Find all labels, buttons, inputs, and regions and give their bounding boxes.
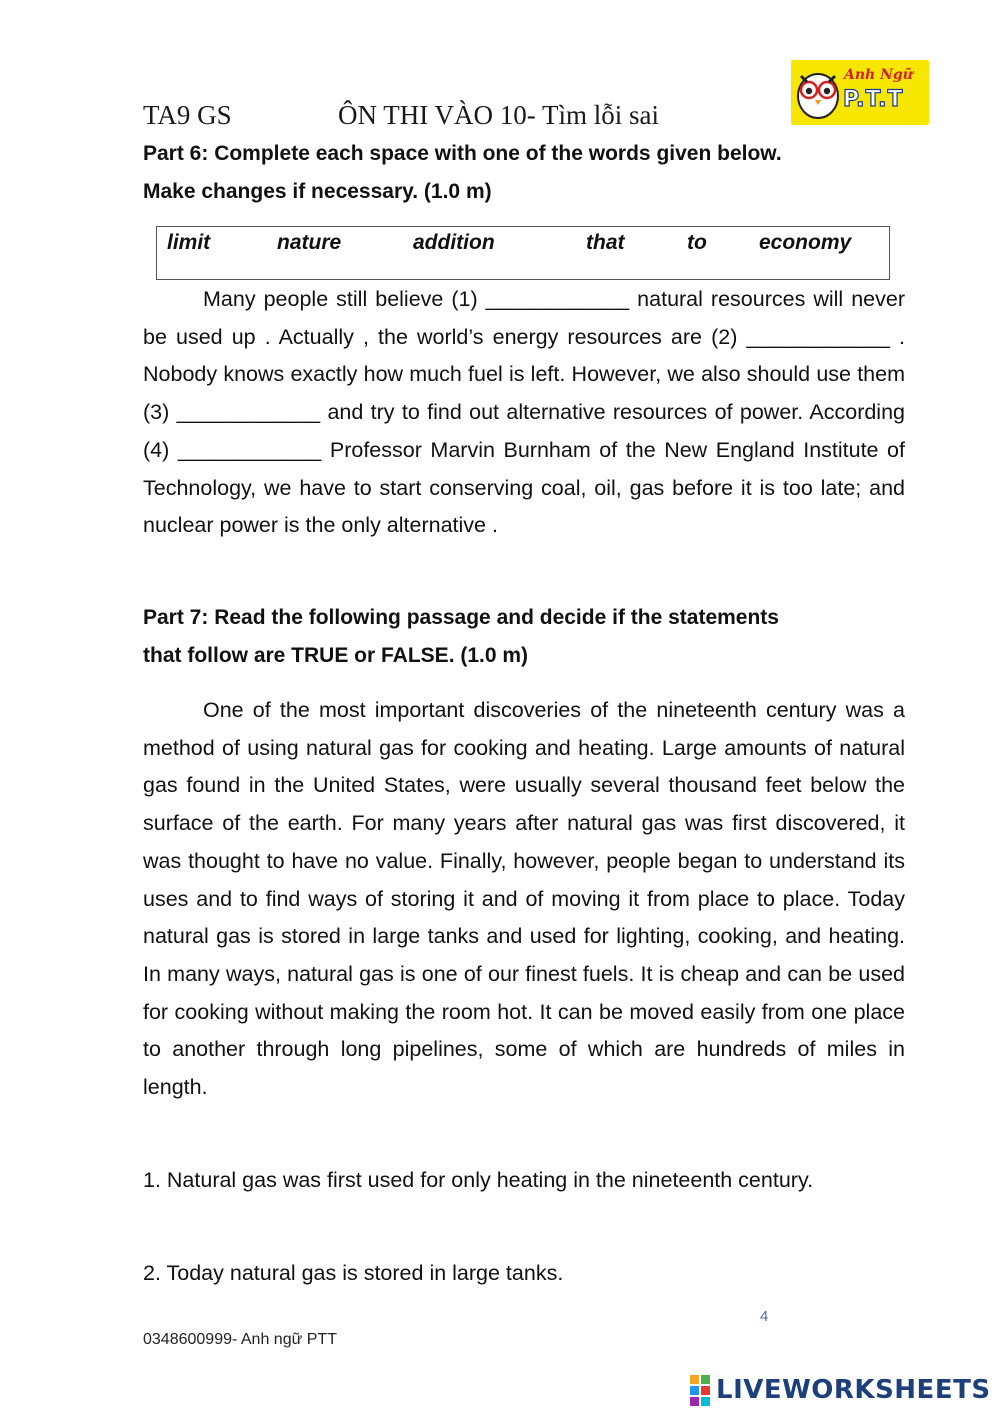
- liveworksheets-watermark: [690, 1370, 991, 1410]
- header-title: ÔN THI VÀO 10- Tìm lỗi sai: [338, 100, 659, 130]
- statement-2: 2. Today natural gas is stored in large tanks.: [143, 1261, 564, 1285]
- word-bank-item: limit: [167, 231, 211, 254]
- part7-heading: [143, 599, 903, 675]
- part6-heading: [143, 135, 903, 211]
- part7-heading-line2: that follow are TRUE or FALSE. (1.0 m): [143, 644, 529, 667]
- word-bank-item: to: [687, 231, 707, 254]
- word-bank-item: that: [586, 231, 625, 254]
- part7-passage: One of the most important discoveries of the nineteenth century was a method of using natural gas for cooking and heating. Large amounts of natural gas found in the United States, were usually several thousand feet below the surface of the earth. For many years after natural gas was first discovered, it was thought to have no value. Finally, however, people began to understand its uses and to find ways of storing it and of moving it from place to place. Today natural gas is stored in large tanks and used for lighting, cooking, and heating. In many ways, natural gas is one of our finest fuels. It is cheap and can be used for cooking without making the room hot. It can be moved easily from one place to another through long pipelines, some of which are hundreds of miles in length.: [143, 698, 905, 1100]
- statement-1: 1. Natural gas was first used for only heating in the nineteenth century.: [143, 1168, 814, 1192]
- word-bank-item: economy: [759, 231, 852, 254]
- part6-passage: Many people still believe (1) ____________ natural resources will never be used up . Actually , the world’s energy resources are (2) ____________ . Nobody knows exactly how much fuel is left. However, we also should use them (3) ____________ and try to find out alternative resources of power. According (4) ____________ Professor Marvin Burnham of the New England Institute of Technology, we have to start conserving coal, oil, gas before it is too late; and nuclear power is the only alternative .: [143, 287, 905, 538]
- brand-logo: [791, 60, 929, 125]
- logo-text-main: P.T.T: [843, 87, 904, 112]
- word-bank-item: addition: [413, 231, 495, 254]
- logo-text-top: Anh Ngữ: [844, 67, 913, 83]
- header-left: TA9 GS: [143, 100, 232, 130]
- part6-heading-line1: Part 6: Complete each space with one of the words given below.: [143, 142, 782, 165]
- part7-heading-line1: Part 7: Read the following passage and decide if the statements: [143, 606, 779, 629]
- part6-heading-line2: Make changes if necessary. (1.0 m): [143, 180, 492, 203]
- page-number: 4: [760, 1308, 769, 1325]
- word-bank: [156, 226, 890, 280]
- watermark-text: LIVEWORKSHEETS: [716, 1375, 991, 1405]
- word-bank-item: nature: [277, 231, 342, 254]
- footer-contact: 0348600999- Anh ngữ PTT: [143, 1331, 337, 1348]
- liveworksheets-logo-icon: [690, 1375, 710, 1406]
- owl-icon: [795, 66, 841, 120]
